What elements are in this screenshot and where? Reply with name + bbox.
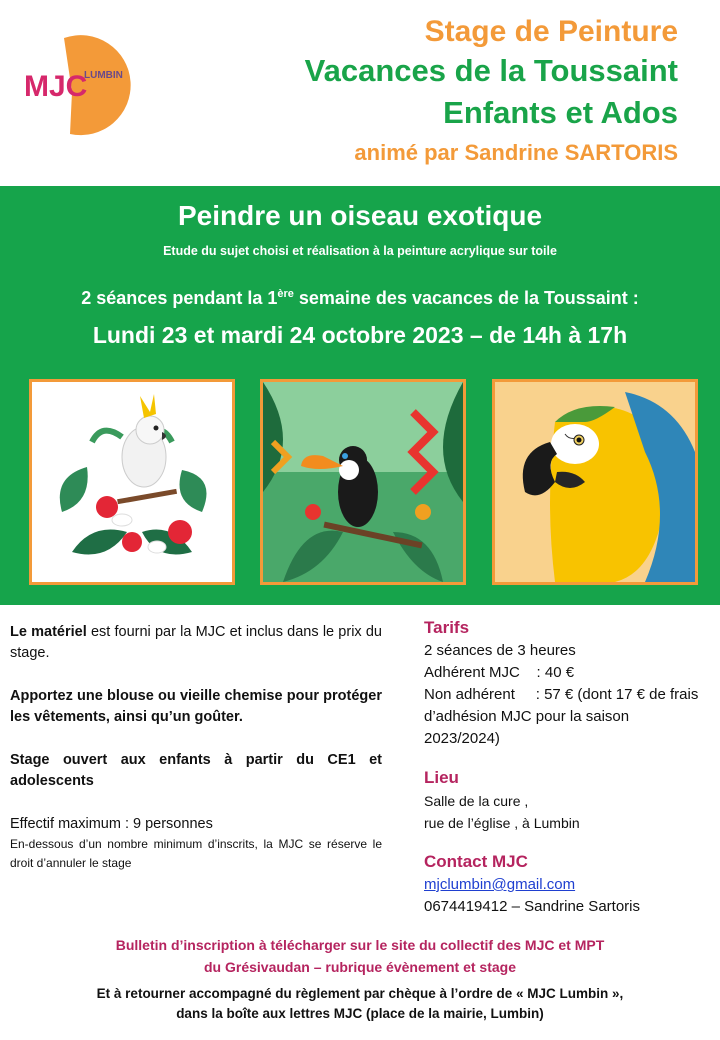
band-subtitle: Etude du sujet choisi et réalisation à la peinture acrylique sur toile: [163, 244, 557, 258]
ouvert-text: Stage ouvert aux enfants à partir du CE1 et adolescents: [10, 752, 382, 789]
details-column: [424, 616, 704, 918]
lieu-line2: rue de l’église , à Lumbin: [424, 815, 580, 831]
footer-line3: Et à retourner accompagné du règlement par chèque à l’ordre de « MJC Lumbin »,: [96, 986, 624, 1001]
footer-retour: [0, 984, 720, 1024]
logo-name: LUMBIN: [84, 70, 123, 81]
footer-line1: Bulletin d’inscription à télécharger sur le site du collectif des MJC et MPT: [115, 937, 605, 953]
contact-email-link[interactable]: mjclumbin@gmail.com: [424, 876, 576, 893]
title-enfants: Enfants et Ados: [443, 95, 678, 130]
blouse-text: Apportez une blouse ou vieille chemise pour protéger les vêtements, ainsi qu’un goûter.: [10, 688, 382, 725]
title-stage: Stage de Peinture: [424, 15, 678, 48]
footer-line4: dans la boîte aux lettres MJC (place de la mairie, Lumbin): [176, 1006, 544, 1021]
footer-line2: du Grésivaudan – rubrique évènement et stage: [204, 959, 516, 975]
lieu-heading: Lieu: [424, 768, 459, 787]
cockatoo-image: [29, 379, 235, 585]
macaw-image: [492, 379, 698, 585]
footer-bulletin: [0, 934, 720, 978]
header-titles: [305, 14, 678, 170]
effectif-text: Effectif maximum : 9 personnes: [10, 816, 213, 832]
band-title: Peindre un oiseau exotique: [177, 200, 543, 231]
info-column: [10, 622, 382, 873]
toucan-image: [260, 379, 466, 585]
lieu-line1: Salle de la cure ,: [424, 793, 529, 809]
tarifs-line2: Adhérent MJC : 40 €: [424, 664, 575, 681]
annulation-text: En-dessous d’un nombre minimum d’inscrits, la MJC se réserve le droit d’annuler le stage: [10, 837, 382, 870]
band-dates: Lundi 23 et mardi 24 octobre 2023 – de 14h à 17h: [92, 322, 628, 348]
tarifs-heading: Tarifs: [424, 618, 470, 637]
band-sessions: 2 séances pendant la 1ère semaine des vacances de la Toussaint :: [81, 288, 639, 308]
contact-heading: Contact MJC: [424, 852, 528, 871]
logo-letters: MJC: [24, 70, 88, 103]
tarifs-line1: 2 séances de 3 heures: [424, 642, 576, 659]
tarifs-line3: Non adhérent : 57 € (dont 17 € de frais d’adhésion MJC pour la saison 2023/2024): [424, 686, 703, 747]
green-band: [0, 186, 720, 605]
materiel-text: Le matériel est fourni par la MJC et inclus dans le prix du stage.: [10, 624, 382, 661]
title-vacances: Vacances de la Toussaint: [304, 53, 678, 88]
title-anime-par: animé par Sandrine SARTORIS: [354, 140, 678, 165]
contact-phone: 0674419412 – Sandrine Sartoris: [424, 898, 640, 915]
mjc-lumbin-logo: [22, 30, 140, 140]
